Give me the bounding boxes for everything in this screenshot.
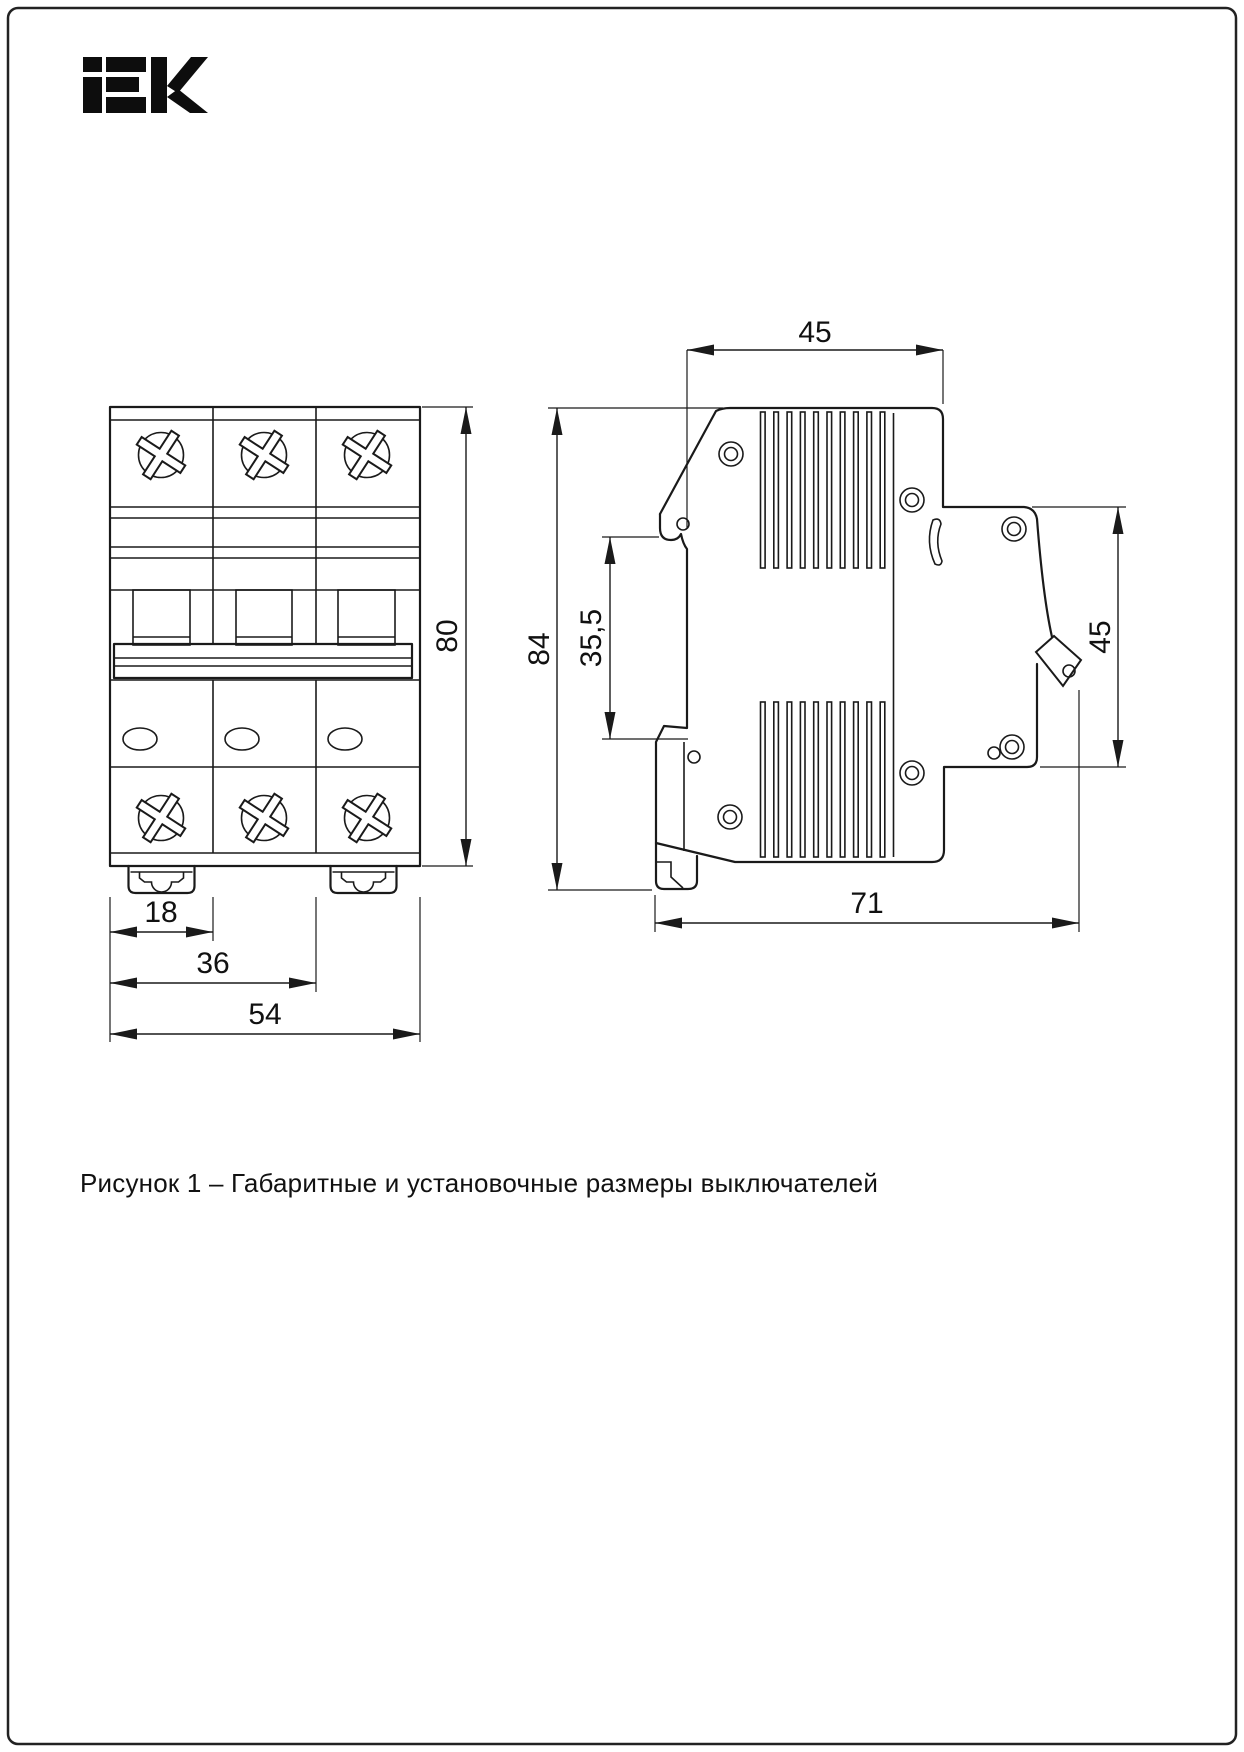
terminal-screw-icon bbox=[125, 419, 403, 491]
curved-slot bbox=[929, 519, 942, 565]
side-view bbox=[523, 316, 1126, 932]
din-release-tab bbox=[1036, 636, 1081, 686]
marking-windows bbox=[123, 728, 362, 750]
toggle-handles bbox=[133, 590, 395, 645]
vent-slats bbox=[761, 412, 885, 857]
dimension-height-84 bbox=[523, 408, 723, 890]
dim-label-84: 84 bbox=[523, 632, 556, 666]
din-foot bbox=[129, 866, 397, 893]
page-border bbox=[8, 8, 1236, 1744]
figure-caption: Рисунок 1 – Габаритные и установочные размеры выключателей bbox=[80, 1168, 879, 1198]
dimension-rail-35-5 bbox=[575, 537, 688, 739]
dim-label-71: 71 bbox=[850, 887, 884, 920]
dim-label-18: 18 bbox=[144, 896, 178, 929]
iek-logo bbox=[83, 57, 208, 113]
rivets bbox=[677, 442, 1026, 829]
dim-label-35-5: 35,5 bbox=[575, 608, 608, 668]
dim-label-36: 36 bbox=[196, 947, 230, 980]
front-view bbox=[110, 407, 473, 1042]
handle-tie-bar bbox=[114, 644, 412, 678]
dimension-height-80 bbox=[422, 407, 473, 866]
dim-label-80: 80 bbox=[431, 619, 464, 653]
dim-label-54: 54 bbox=[248, 998, 282, 1031]
dimension-depth-45-top bbox=[687, 316, 943, 528]
dim-label-45-top: 45 bbox=[798, 316, 832, 349]
terminal-screw-icon-bottom bbox=[125, 782, 403, 854]
dim-label-45-right: 45 bbox=[1084, 620, 1117, 654]
